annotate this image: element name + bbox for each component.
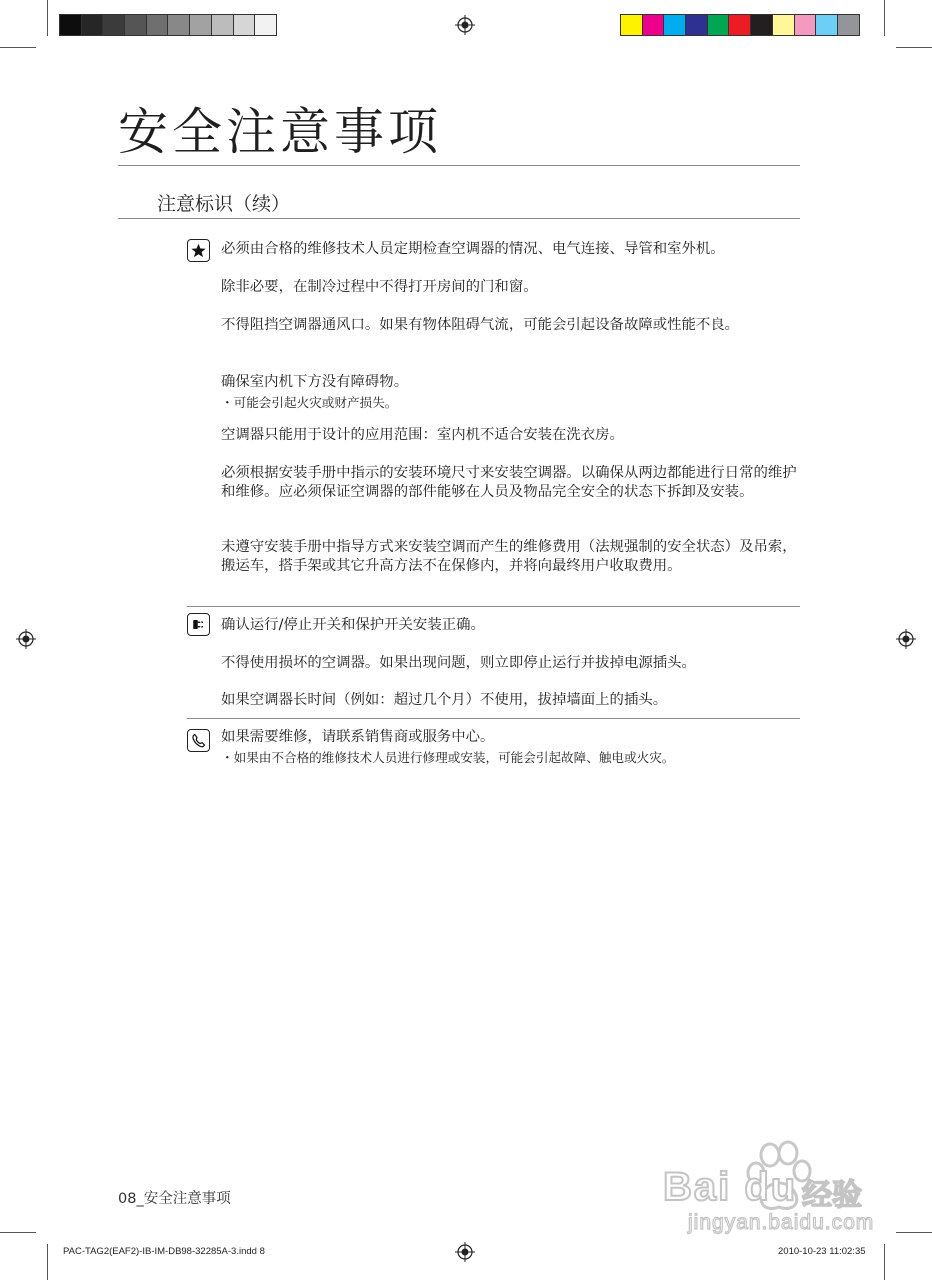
- color-swatch: [167, 14, 190, 36]
- gray-color-bar: [59, 14, 276, 36]
- notice-text: 不得使用损坏的空调器。如果出现问题，则立即停止运行并拔掉电源插头。: [221, 655, 696, 671]
- color-swatch: [189, 14, 212, 36]
- color-swatch: [102, 14, 125, 36]
- color-swatch: [685, 14, 708, 36]
- watermark-url: jingyan.baidu.com: [688, 1211, 875, 1234]
- color-swatch: [124, 14, 147, 36]
- crop-mark: [896, 47, 932, 48]
- watermark-brand: Bai du: [663, 1165, 798, 1209]
- notice-text: 必须根据安装手册中指示的安装环境尺寸来安装空调器。以确保从两边都能进行日常的维护和维修。应必须保证空调器的部件能够在人员及物品完全安全的状态下拆卸及安装。: [221, 465, 797, 500]
- notice-text: 不得阻挡空调器通风口。如果有物体阻碍气流，可能会引起设备故障或性能不良。: [221, 317, 740, 333]
- page-title: 安全注意事项: [118, 103, 442, 161]
- registration-mark-icon: [455, 15, 475, 35]
- crop-mark: [884, 1244, 885, 1280]
- color-swatch: [663, 14, 686, 36]
- notice-text: 必须由合格的维修技术人员定期检查空调器的情况、电气连接、导管和室外机。: [221, 241, 725, 257]
- notice-text: 确认运行/停止开关和保护开关安装正确。: [221, 617, 485, 633]
- notice-bullet: ・可能会引起火灾或财产损失。: [221, 395, 398, 410]
- title-rule: [118, 165, 800, 166]
- color-swatch: [707, 14, 730, 36]
- color-swatch: [59, 14, 82, 36]
- cmyk-color-bar: [620, 14, 859, 36]
- crop-mark: [0, 47, 36, 48]
- notice-text: 未遵守安装手册中指导方式来安装空调而产生的维修费用（法规强制的安全状态）及吊索，搬运车，搭手架或其它升高方法不在保修内，并将向最终用户收取费用。: [221, 539, 797, 574]
- notice-text: 除非必要，在制冷过程中不得打开房间的门和窗。: [221, 279, 538, 295]
- registration-mark-icon: [896, 629, 916, 649]
- registration-mark-icon: [16, 629, 36, 649]
- page-number-label: 08_安全注意事项: [118, 1191, 231, 1207]
- color-swatch: [815, 14, 838, 36]
- crop-mark: [0, 1232, 36, 1233]
- notice-text: 空调器只能用于设计的应用范围：室内机不适合安装在洗衣房。: [221, 427, 624, 443]
- file-slug: PAC-TAG2(EAF2)-IB-IM-DB98-32285A-3.indd 8: [63, 1246, 265, 1257]
- color-swatch: [837, 14, 860, 36]
- section-divider: [187, 718, 800, 719]
- color-swatch: [81, 14, 104, 36]
- crop-mark: [47, 1244, 48, 1280]
- notice-text: 确保室内机下方没有障碍物。: [221, 374, 409, 390]
- notice-bullet: ・如果由不合格的维修技术人员进行修理或安装，可能会引起故障、触电或火灾。: [221, 750, 675, 765]
- subtitle-rule: [118, 218, 800, 219]
- color-swatch: [642, 14, 665, 36]
- notice-text: 如果需要维修，请联系销售商或服务中心。: [221, 729, 495, 745]
- color-swatch: [211, 14, 234, 36]
- color-swatch: [750, 14, 773, 36]
- color-swatch: [728, 14, 751, 36]
- color-swatch: [233, 14, 256, 36]
- color-swatch: [620, 14, 643, 36]
- crop-mark: [47, 0, 48, 36]
- color-swatch: [794, 14, 817, 36]
- notice-text: 如果空调器长时间（例如：超过几个月）不使用，拔掉墙面上的插头。: [221, 692, 668, 708]
- watermark-cn: 经验: [802, 1178, 862, 1213]
- phone-icon: [187, 729, 210, 752]
- section-divider: [187, 606, 800, 607]
- color-swatch: [772, 14, 795, 36]
- section-subtitle: 注意标识（续）: [157, 193, 291, 215]
- plug-icon: [187, 613, 210, 636]
- color-swatch: [146, 14, 169, 36]
- crop-mark: [896, 1232, 932, 1233]
- print-timestamp: 2010-10-23 11:02:35: [778, 1246, 866, 1257]
- crop-mark: [884, 0, 885, 36]
- color-swatch: [254, 14, 277, 36]
- star-icon: [187, 239, 210, 262]
- registration-mark-icon: [455, 1242, 475, 1262]
